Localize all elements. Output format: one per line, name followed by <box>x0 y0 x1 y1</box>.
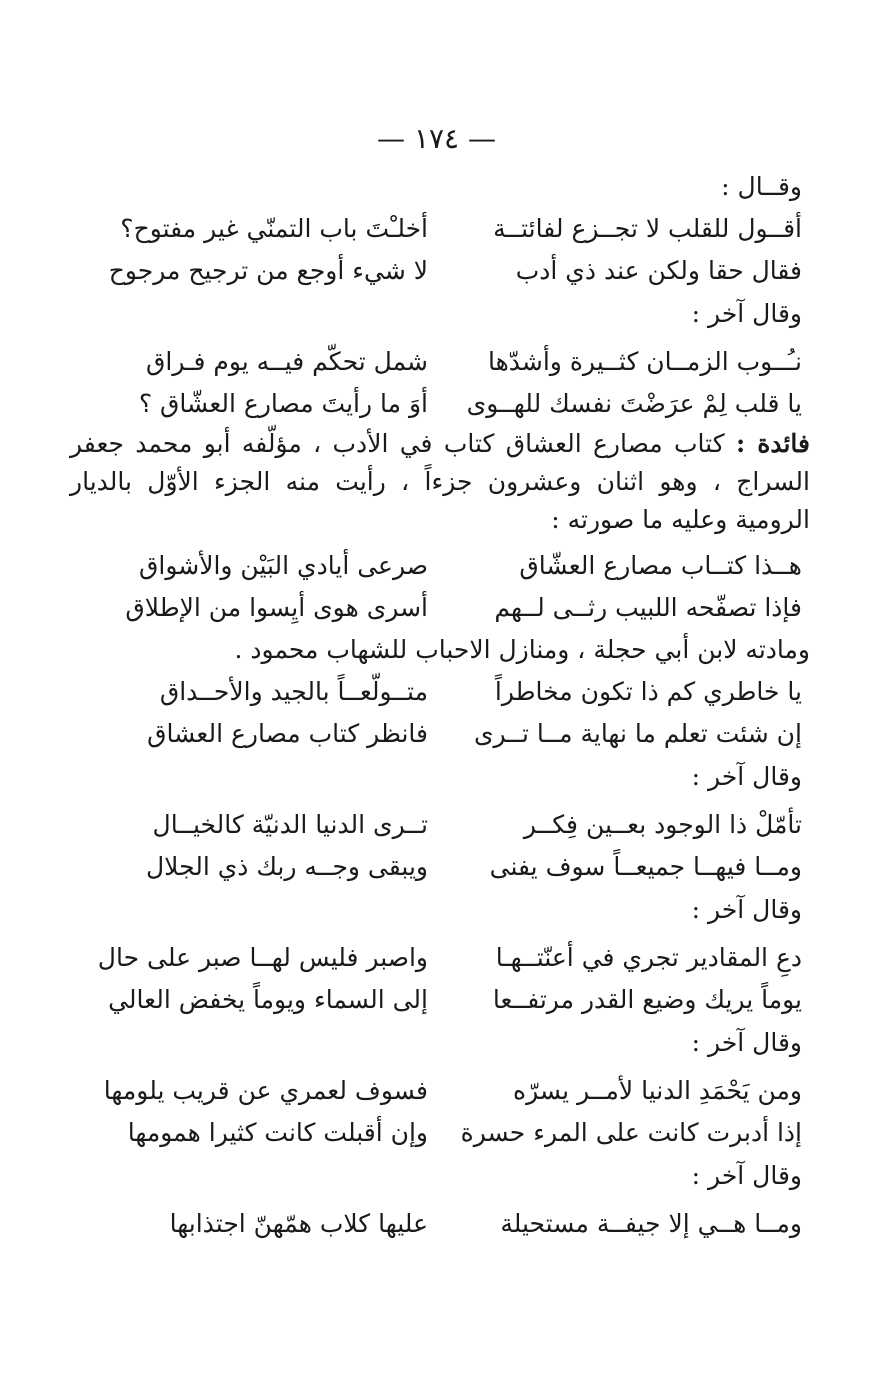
second-hemistich: أوَ ما رأيتَ مصارع العشّاق ؟ <box>138 389 428 418</box>
first-hemistich: هــذا كتــاب مصارع العشّاق <box>519 551 802 580</box>
section-heading: وقال آخر : <box>691 299 802 328</box>
benefit-text: كتاب مصارع العشاق كتاب في الأدب ، مؤلّفه أبو محمد جعفر السراج ، وهو اثنان وعشرون جزءاً ، رأيت منه الجزء الأوّل بالديار الرومية وعليه ما صورته : <box>70 429 810 534</box>
verse-line <box>70 545 810 587</box>
verse-line <box>70 208 810 250</box>
second-hemistich: فسوف لعمري عن قريب يلومها <box>103 1076 428 1105</box>
first-hemistich: ومــا فيهــا جميعــاً سوف يفنى <box>489 852 802 881</box>
verse-line <box>70 383 810 425</box>
second-hemistich: أخلـْتَ باب التمنّي غير مفتوح؟ <box>120 214 428 243</box>
verse-line <box>70 341 810 383</box>
second-hemistich: متــولّعــاً بالجيد والأحــداق <box>159 677 428 706</box>
verse-line <box>70 804 810 846</box>
first-hemistich: ومــا هــي إلا جيفــة مستحيلة <box>500 1209 802 1238</box>
first-hemistich: إذا أدبرت كانت على المرء حسرة <box>460 1118 802 1147</box>
second-hemistich: عليها كلاب همّهنّ اجتذابها <box>169 1209 428 1238</box>
benefit-paragraph <box>70 425 810 539</box>
verse-line <box>70 846 810 888</box>
second-hemistich: وإن أقبلت كانت كثيرا همومها <box>127 1118 428 1147</box>
first-hemistich: ومن يَحْمَدِ الدنيا لأمــر يسرّه <box>512 1076 802 1105</box>
second-hemistich: لا شيء أوجع من ترجيح مرجوح <box>108 256 428 285</box>
benefit-label: فائدة : <box>735 429 810 458</box>
verse-line <box>70 250 810 292</box>
section-heading: وقال آخر : <box>691 762 802 791</box>
second-hemistich: ويبقى وجــه ربك ذي الجلال <box>145 852 428 881</box>
first-hemistich: فقال حقا ولكن عند ذي أدب <box>515 256 802 285</box>
second-hemistich: إلى السماء ويوماً يخفض العالي <box>108 985 428 1014</box>
first-hemistich: أقــول للقلب لا تجــزع لفائتــة <box>493 214 802 243</box>
second-hemistich: فانظر كتاب مصارع العشاق <box>147 719 428 748</box>
first-hemistich: يا قلب لِمْ عرَضْتَ نفسك للهــوى <box>466 389 802 418</box>
verse-line <box>70 1070 810 1112</box>
first-hemistich: إن شئت تعلم ما نهاية مــا تــرى <box>473 719 802 748</box>
first-hemistich: فإذا تصفّحه اللبيب رثــى لــهم <box>494 593 802 622</box>
verse-line <box>70 713 810 755</box>
second-hemistich: واصبر فليس لهــا صبر على حال <box>97 943 428 972</box>
first-hemistich: يوماً يريك وضيع القدر مرتفــعا <box>492 985 802 1014</box>
verse-line <box>70 1112 810 1154</box>
section-heading: وقــال : <box>721 172 802 201</box>
second-hemistich: أسرى هوى أيِسوا من الإطلاق <box>125 593 428 622</box>
page-body <box>70 165 810 1245</box>
section-heading: وقال آخر : <box>691 895 802 924</box>
source-note: ومادته لابن أبي حجلة ، ومنازل الاحباب للشهاب محمود . <box>234 635 810 664</box>
section-heading: وقال آخر : <box>691 1161 802 1190</box>
first-hemistich: تأمّلْ ذا الوجود بعــين فِكــر <box>523 810 802 839</box>
section-heading: وقال آخر : <box>691 1028 802 1057</box>
first-hemistich: يا خاطري كم ذا تكون مخاطراً <box>494 677 802 706</box>
verse-line <box>70 671 810 713</box>
second-hemistich: تــرى الدنيا الدنيّة كالخيــال <box>152 810 428 839</box>
first-hemistich: دعِ المقادير تجري في أعنّتــهـا <box>495 943 802 972</box>
verse-line <box>70 979 810 1021</box>
page-number: — ١٧٤ — <box>377 122 496 155</box>
verse-line <box>70 1203 810 1245</box>
verse-line <box>70 587 810 629</box>
second-hemistich: صرعى أيادي البَيْن والأشواق <box>138 551 428 580</box>
second-hemistich: شمل تحكّم فيــه يوم فـراق <box>146 347 428 376</box>
verse-line <box>70 937 810 979</box>
first-hemistich: نـُــوب الزمــان كثــيرة وأشدّها <box>487 347 802 376</box>
